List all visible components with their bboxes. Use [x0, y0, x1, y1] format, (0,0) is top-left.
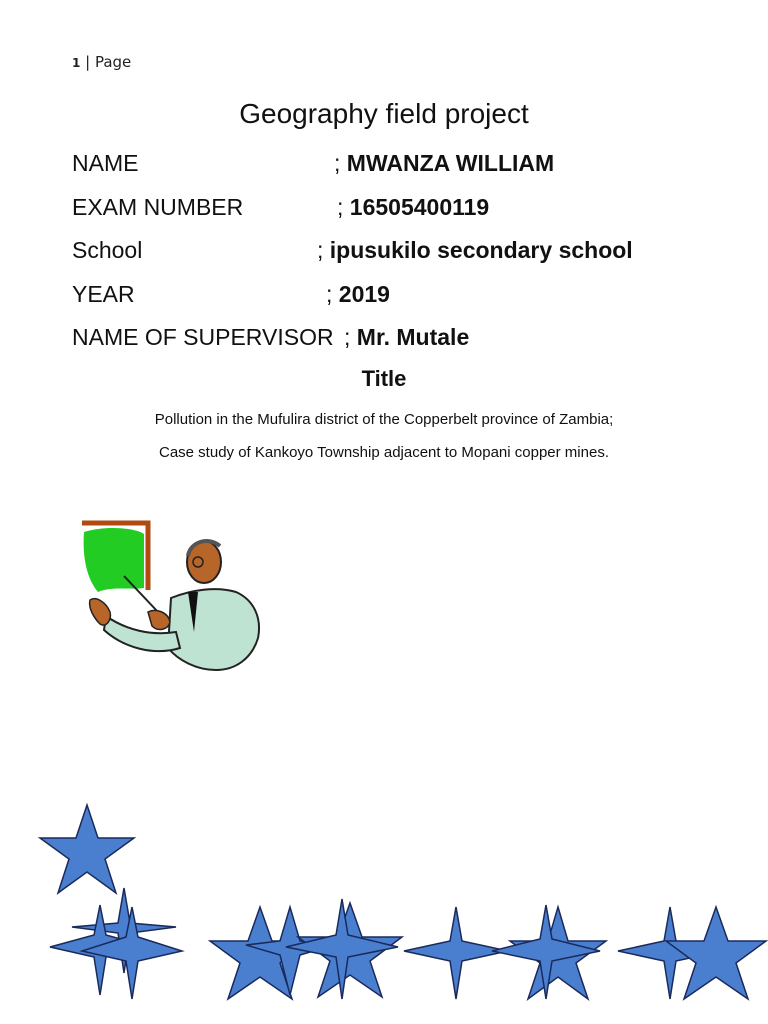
- field-separator: ;: [337, 194, 350, 220]
- green-board: [84, 528, 144, 592]
- field-exam-number: [72, 194, 490, 221]
- pointing-hand: [90, 599, 111, 625]
- page-number: [72, 53, 131, 71]
- teacher-coat: [168, 589, 259, 670]
- field-school-label: School: [72, 237, 143, 263]
- field-school-value-text: ipusukilo secondary school: [329, 237, 633, 263]
- field-year-value-text: 2019: [338, 281, 390, 307]
- field-supervisor-value-text: Mr. Mutale: [356, 324, 470, 350]
- description-line-2: Case study of Kankoyo Township adjacent to Mopani copper mines.: [159, 444, 609, 461]
- document-title: Geography field project: [239, 98, 529, 129]
- star-border-icon: [0, 795, 768, 1024]
- star-shape: [404, 907, 508, 999]
- field-year: [72, 281, 390, 308]
- field-exam-number-label: EXAM NUMBER: [72, 194, 244, 220]
- field-supervisor: [72, 324, 470, 351]
- star-shape: [286, 899, 398, 999]
- field-separator: ;: [326, 281, 339, 307]
- star-shape: [40, 805, 134, 893]
- field-exam-number-value: [337, 194, 489, 221]
- field-separator: ;: [344, 324, 357, 350]
- field-school-value: [317, 237, 633, 264]
- field-name-value: [334, 150, 554, 177]
- section-heading: Title: [361, 366, 407, 391]
- teacher-clipart-icon: [76, 520, 266, 680]
- description-line-1: Pollution in the Mufulira district of the Copperbelt province of Zambia;: [154, 411, 614, 428]
- page-number-value: 1: [72, 56, 81, 70]
- holding-hand: [148, 610, 170, 629]
- field-exam-number-value-text: 16505400119: [349, 194, 490, 220]
- field-name-value-text: MWANZA WILLIAM: [346, 150, 555, 176]
- page-number-label: | Page: [80, 53, 132, 71]
- field-year-value: [326, 281, 390, 308]
- field-separator: ;: [334, 150, 347, 176]
- field-school: [72, 237, 633, 264]
- field-supervisor-label: NAME OF SUPERVISOR: [72, 324, 334, 350]
- field-name-label: NAME: [72, 150, 139, 176]
- field-name: [72, 150, 555, 177]
- field-supervisor-value: [344, 324, 469, 351]
- field-year-label: YEAR: [72, 281, 135, 307]
- field-separator: ;: [317, 237, 330, 263]
